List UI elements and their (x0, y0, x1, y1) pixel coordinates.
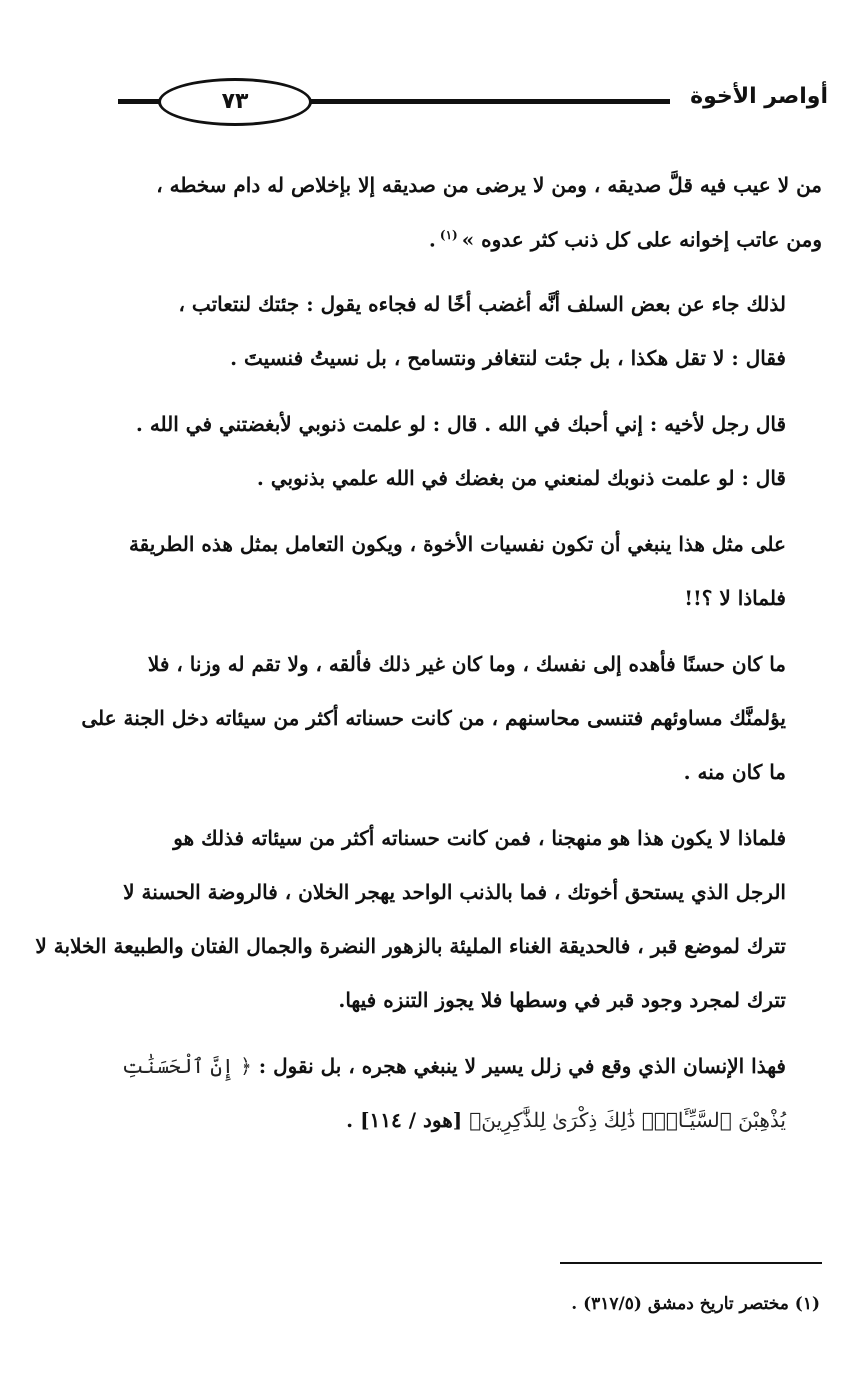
paragraph-2 (32, 277, 822, 385)
text-line: الرجل الذي يستحق أخوتك ، فما بالذنب الواحد يهجر الخلان ، فالروضة الحسنة لا (123, 879, 786, 904)
text-segment: . (428, 227, 436, 252)
text-line (32, 1093, 822, 1147)
text-line: على مثل هذا ينبغي أن تكون نفسيات الأخوة ، ويكون التعامل بمثل هذه الطريقة (128, 531, 786, 556)
text-line: ما كان منه . (683, 759, 786, 784)
text-line: من لا عيب فيه قلَّ صديقه ، ومن لا يرضى من صديقه إلا بإخلاص له دام سخطه ، (156, 173, 822, 197)
paragraph-3 (32, 397, 822, 505)
footnote-rule (560, 1262, 822, 1264)
text-segment: فهذا الإنسان الذي وقع في زلل يسير لا ينبغي هجره ، بل نقول : (258, 1053, 786, 1078)
footnote-reference: (١) (439, 228, 458, 242)
text-line: قال رجل لأخيه : إني أحبك في الله . قال : لو علمت ذنوبي لأبغضتني في الله . (135, 411, 786, 436)
quran-verse: يُذْهِبْنَ ٱلسَّيِّـَٔاتِۚ ذَٰلِكَ ذِكْرَىٰ لِلذَّٰكِرِينَ﴾ (469, 1107, 786, 1132)
page-header (118, 74, 828, 130)
footnote-1: (١) مختصر تاريخ دمشق (٣١٧/٥) . (571, 1294, 820, 1314)
quran-verse: ﴿ إِنَّ ٱلْحَسَنَٰتِ (121, 1053, 252, 1078)
verse-reference: [هود / ١١٤] (360, 1107, 463, 1132)
paragraph-7 (32, 1039, 822, 1147)
paragraph-5 (32, 637, 822, 799)
paragraph-6 (32, 811, 822, 1027)
text-line: يؤلمنَّك مساوئهم فتنسى محاسنهم ، من كانت حسناته أكثر من سيئاته دخل الجنة على (81, 705, 786, 730)
text-line: ما كان حسنًا فأهده إلى نفسك ، وما كان غير ذلك فألقه ، ولا تقم له وزنا ، فلا (147, 651, 786, 676)
page-number-oval (158, 78, 312, 126)
text-line: تترك لمجرد وجود قبر في وسطها فلا يجوز التنزه فيها. (338, 987, 786, 1012)
text-line (32, 210, 822, 265)
text-line: لذلك جاء عن بعض السلف أنَّه أغضب أخًا له فجاءه يقول : جئتك لنتعاتب ، (178, 291, 786, 316)
text-line: فقال : لا تقل هكذا ، بل جئت لنتغافر ونتسامح ، بل نسيتُ فنسيتَ . (230, 345, 786, 370)
text-line (32, 1039, 822, 1093)
page-number: ٧٣ (221, 89, 249, 114)
running-title: أواصر الأخوة (690, 84, 828, 109)
body-text (32, 160, 822, 1159)
text-line: قال : لو علمت ذنوبك لمنعني من بغضك في الله علمي بذنوبي . (256, 465, 786, 490)
paragraph-1 (32, 160, 822, 265)
text-line: فلماذا لا ؟!! (684, 585, 786, 610)
text-segment: ومن عاتب إخوانه على كل ذنب كثر عدوه » (461, 227, 822, 252)
paragraph-4 (32, 517, 822, 625)
text-line: تترك لموضع قبر ، فالحديقة الغناء المليئة بالزهور النضرة والجمال الفتان والطبيعة الخلابة لا (35, 933, 786, 958)
text-segment: . (346, 1107, 354, 1132)
text-line: فلماذا لا يكون هذا هو منهجنا ، فمن كانت حسناته أكثر من سيئاته فذلك هو (173, 825, 786, 850)
